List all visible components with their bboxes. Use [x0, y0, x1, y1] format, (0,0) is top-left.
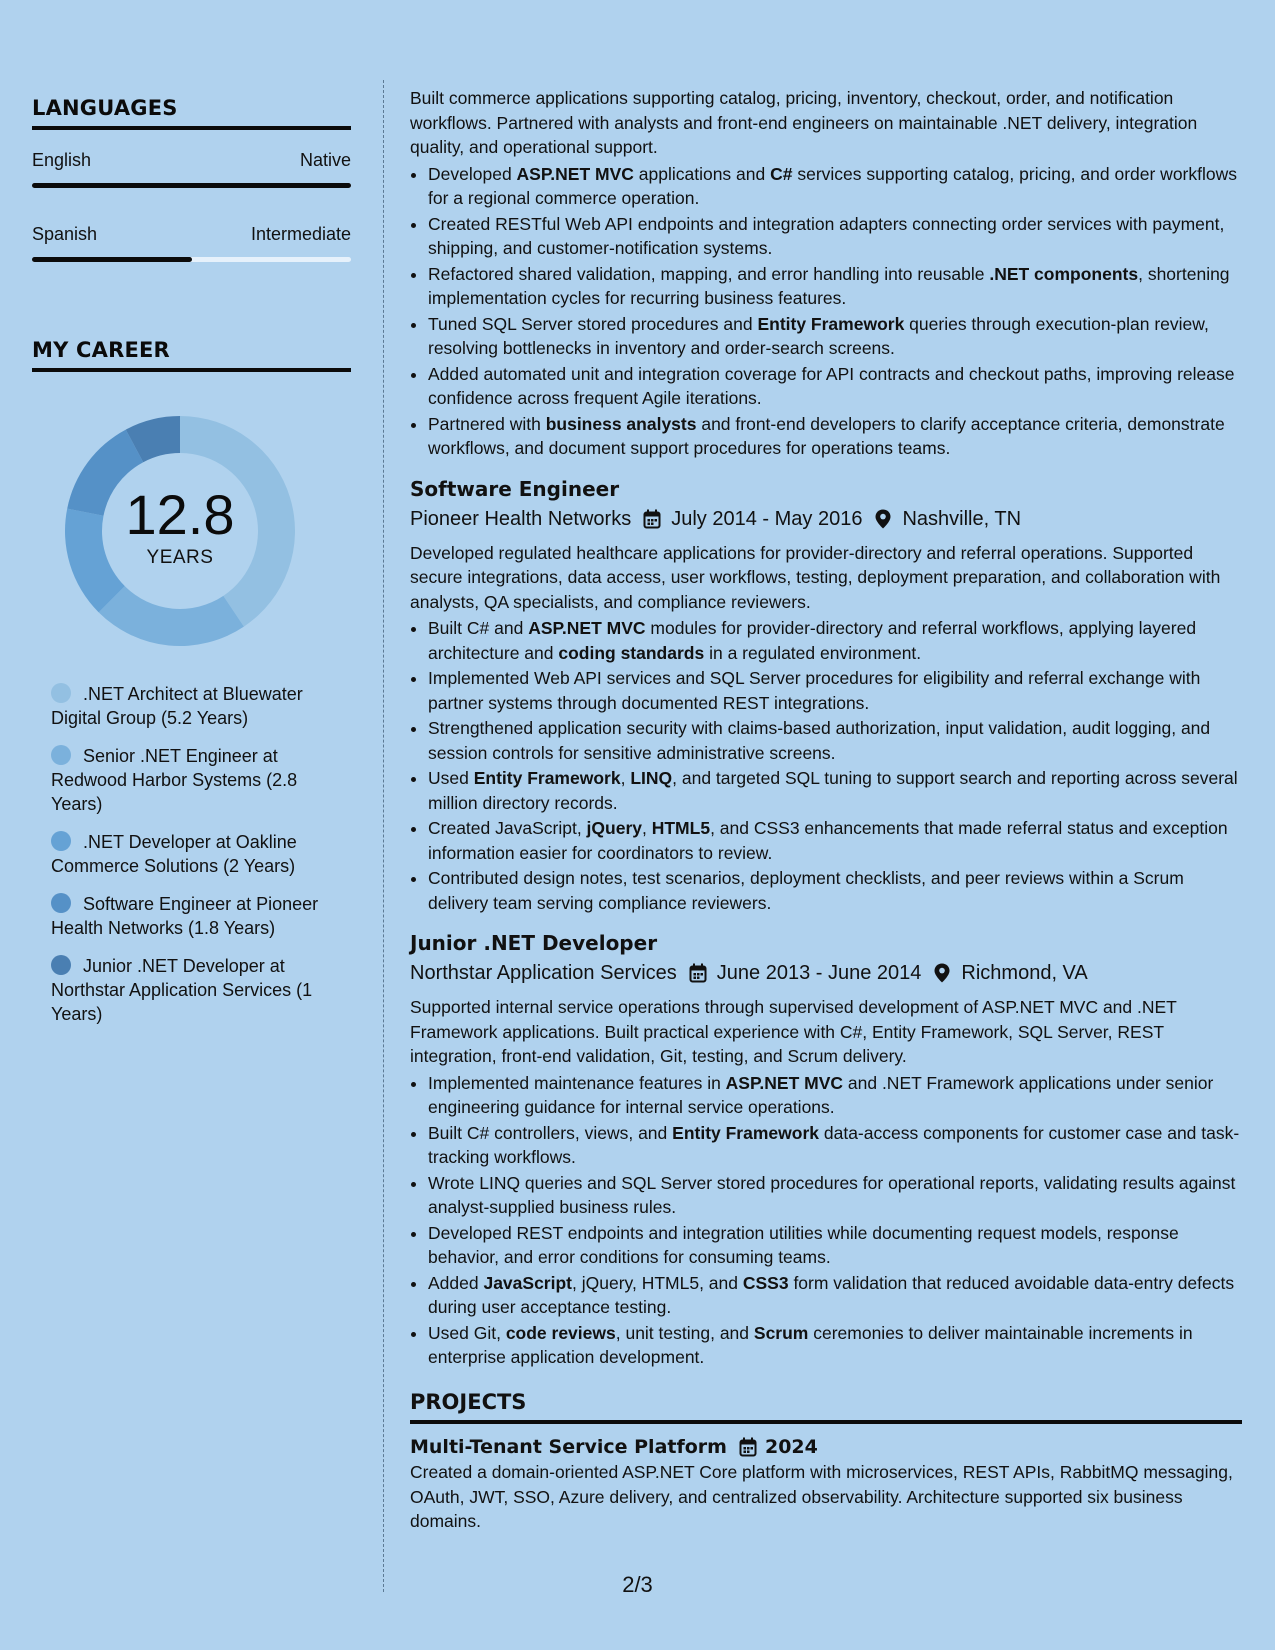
bullet-item: • Built C# and ASP.NET MVC modules for provider-directory and referral workflows, applying layered architecture and coding standards in a regulated environment.: [428, 616, 1242, 665]
job-bullets: [428, 616, 1242, 915]
map-pin-icon: [933, 963, 951, 983]
job-bullets: [428, 1071, 1242, 1370]
job-summary: Supported internal service operations through supervised development of ASP.NET MVC and .NET Framework applications. Built practical experience with C#, Entity Framework, SQL Server, REST integration, front-end validation, Git, testing, and Scrum delivery.: [410, 997, 1177, 1066]
language-proficiency-fill: [32, 257, 192, 262]
bullet-item: • Built C# controllers, views, and Entity Framework data-access components for customer case and task-tracking workflows.: [428, 1121, 1242, 1170]
legend-label: Software Engineer at Pioneer Health Networks (1.8 Years): [51, 894, 319, 938]
job-dates: July 2014 - May 2016: [671, 507, 863, 530]
bullet-item: • Used Entity Framework, LINQ, and targeted SQL tuning to support search and reporting across several million directory records.: [428, 766, 1242, 815]
bullet-item: • Developed ASP.NET MVC applications and C# services supporting catalog, pricing, and order workflows for a regional commerce operation.: [428, 162, 1242, 211]
language-item: [32, 224, 351, 262]
project-name: Multi-Tenant Service Platform: [410, 1436, 727, 1458]
bullet-item: • Wrote LINQ queries and SQL Server stored procedures for operational reports, validating results against analyst-supplied business rules.: [428, 1171, 1242, 1220]
job-company: Pioneer Health Networks: [410, 507, 632, 530]
legend-dot: [51, 831, 71, 851]
bullet-item: • Added automated unit and integration coverage for API contracts and checkout paths, improving release confidence across frequent Agile iterations.: [428, 362, 1242, 411]
language-proficiency-fill: [32, 183, 351, 188]
job-entry: [410, 929, 1242, 1370]
legend-label: Junior .NET Developer at Northstar Application Services (1 Years): [51, 956, 313, 1024]
left-column: [32, 96, 351, 1040]
legend-item: [51, 744, 341, 816]
language-name: English: [32, 150, 92, 170]
legend-dot: [51, 745, 71, 765]
language-name: Spanish: [32, 224, 98, 244]
language-item: [32, 150, 351, 188]
right-column: [410, 86, 1242, 1534]
bullet-item: • Strengthened application security with claims-based authorization, input validation, audit logging, and session controls for sensitive administrative screens.: [428, 716, 1242, 765]
legend-label: .NET Developer at Oakline Commerce Solutions (2 Years): [51, 832, 297, 876]
language-level: Native: [299, 150, 351, 170]
job-summary: Developed regulated healthcare applications for provider-directory and referral operations. Supported secure integrations, data access, user workflows, testing, deployment preparation, and collaboration with analysts, QA specialists, and compliance reviewers.: [410, 542, 1221, 612]
language-proficiency-bar: [32, 183, 351, 188]
calendar-icon: [643, 509, 661, 529]
bullet-item: • Partnered with business analysts and front-end developers to clarify acceptance criteria, demonstrate workflows, and document support procedures for operations teams.: [428, 412, 1242, 461]
languages-heading: LANGUAGES: [32, 96, 351, 130]
language-level: Intermediate: [250, 224, 351, 244]
career-total-unit: YEARS: [146, 547, 214, 568]
job-meta: [410, 959, 1242, 987]
legend-dot: [51, 955, 71, 975]
legend-item: [51, 682, 341, 730]
bullet-item: • Contributed design notes, test scenarios, deployment checklists, and peer reviews within a Scrum delivery team serving compliance reviewers.: [428, 866, 1242, 915]
legend-label: Senior .NET Engineer at Redwood Harbor Systems (2.8 Years): [51, 746, 298, 814]
job-summary: Built commerce applications supporting catalog, pricing, inventory, checkout, order, and notification workflows. Partnered with analysts and front-end engineers on maintainable .NET delivery, integration quality, and operational support.: [410, 88, 1198, 157]
project-header: [410, 1434, 1242, 1460]
job-entry: [410, 475, 1242, 916]
bullet-item: • Added JavaScript, jQuery, HTML5, and CSS3 form validation that reduced avoidable data-entry defects during user acceptance testing.: [428, 1271, 1242, 1320]
job-bullets: [428, 162, 1242, 461]
calendar-icon: [739, 1437, 757, 1457]
bullet-item: • Refactored shared validation, mapping, and error handling into reusable .NET components, shortening implementation cycles for recurring business features.: [428, 262, 1242, 311]
job-location: Richmond, VA: [961, 962, 1088, 984]
legend-item: [51, 830, 341, 878]
project-year: 2024: [764, 1436, 818, 1458]
career-donut-chart: [65, 416, 295, 646]
job-title: Software Engineer: [410, 476, 620, 501]
legend-dot: [51, 683, 71, 703]
language-proficiency-bar: [32, 257, 351, 262]
job-meta: [410, 505, 1242, 533]
bullet-item: • Used Git, code reviews, unit testing, and Scrum ceremonies to deliver maintainable increments in enterprise application development.: [428, 1321, 1242, 1370]
career-heading: MY CAREER: [32, 338, 351, 372]
job-title: Junior .NET Developer: [410, 931, 658, 955]
bullet-item: • Implemented maintenance features in ASP.NET MVC and .NET Framework applications under senior engineering guidance for internal service operations.: [428, 1071, 1242, 1120]
bullet-item: • Created RESTful Web API endpoints and integration adapters connecting order services with payment, shipping, and customer-notification systems.: [428, 212, 1242, 261]
bullet-item: • Created JavaScript, jQuery, HTML5, and CSS3 enhancements that made referral status and exception information easier for coordinators to review.: [428, 816, 1242, 865]
bullet-item: • Developed REST endpoints and integration utilities while documenting request models, response behavior, and error conditions for consuming teams.: [428, 1221, 1242, 1270]
legend-dot: [51, 893, 71, 913]
bullet-item: • Tuned SQL Server stored procedures and Entity Framework queries through execution-plan review, resolving bottlenecks in inventory and order-search screens.: [428, 312, 1242, 361]
page-number: 2/3: [622, 1572, 653, 1597]
career-legend: [32, 682, 351, 1026]
job-location: Nashville, TN: [902, 507, 1022, 530]
job-company: Northstar Application Services: [410, 962, 677, 984]
calendar-icon: [689, 963, 707, 983]
legend-item: [51, 954, 341, 1026]
map-pin-icon: [874, 509, 892, 529]
legend-label: .NET Architect at Bluewater Digital Group (5.2 Years): [51, 684, 303, 728]
column-divider: [383, 80, 384, 1592]
career-total-years: 12.8: [125, 483, 235, 546]
bullet-item: • Implemented Web API services and SQL Server procedures for eligibility and referral exchange with partner systems through documented REST integrations.: [428, 666, 1242, 715]
legend-item: [51, 892, 341, 940]
project-description: Created a domain-oriented ASP.NET Core platform with microservices, REST APIs, RabbitMQ messaging, OAuth, JWT, SSO, Azure delivery, and centralized observability. Architecture supported six business domains.: [410, 1462, 1233, 1531]
job-dates: June 2013 - June 2014: [716, 962, 922, 984]
projects-heading: PROJECTS: [410, 1390, 1242, 1425]
